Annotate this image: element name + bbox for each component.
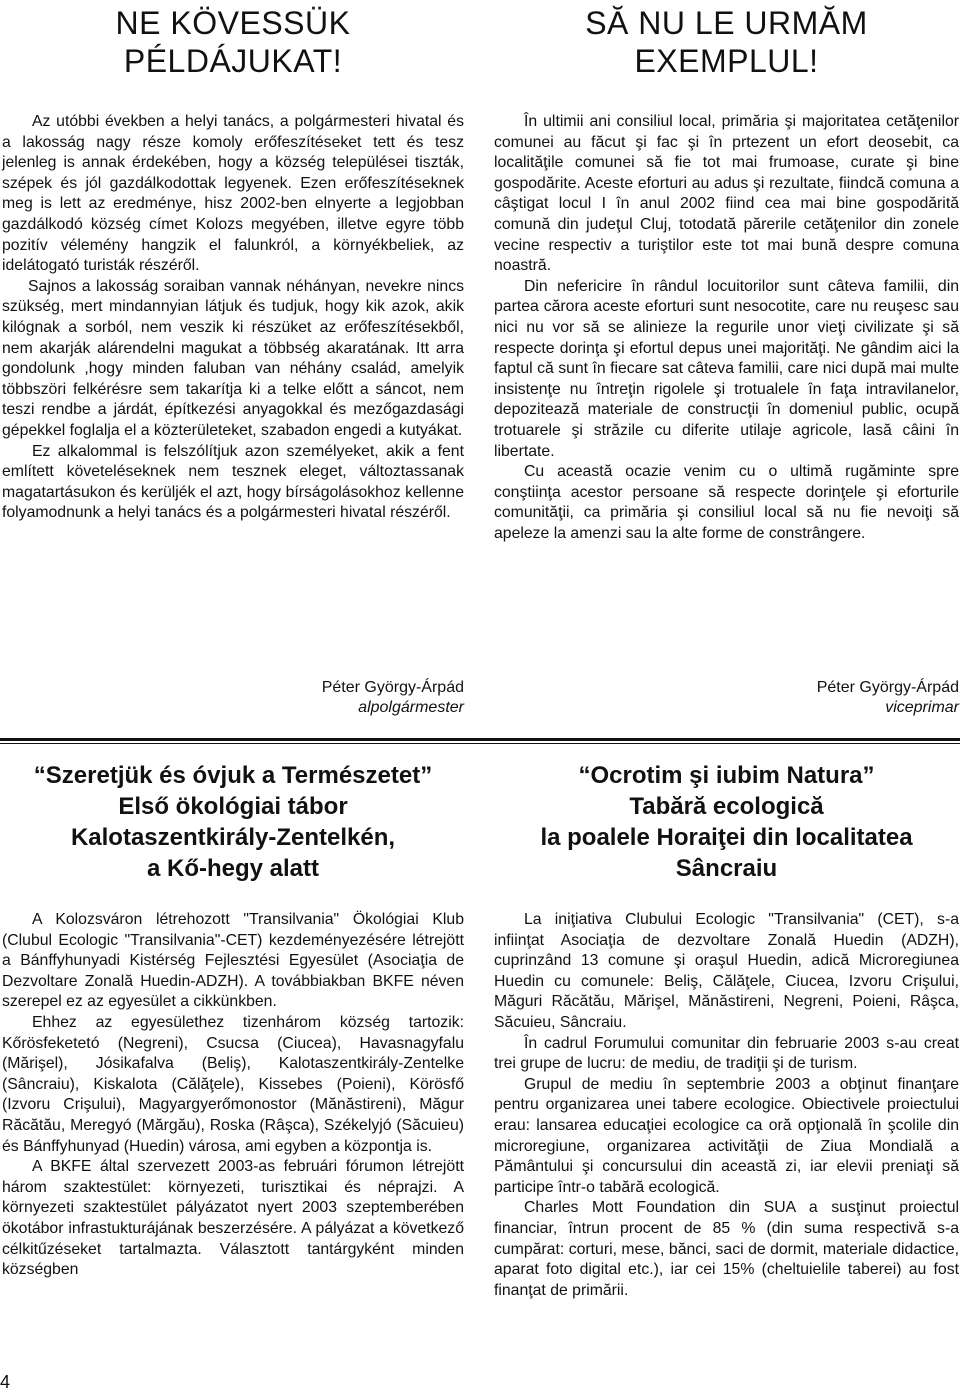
right-paragraph-2: Din nefericire în rândul locuitorilor sunt câteva familii, din partea cărora aceste eforturi sunt nesocotite, care nu reuşesc sau nici nu vor să se alinieze la regurile unor vieţi civilizate şi să respecte dorinţa şi efortul depus unei majorităţi. Ne gândim aici la faptul că sunt în fiecare sat câteva familii, care nici după mai multe insistenţe nu întreţin rigolele şi trotualele în faţa intravilanelor, depozitează materiale de construcţii în domeniul public, ocupă trotuarele şi străzile cu diferite utilaje agricole, lasă câini în libertate. <box>494 277 959 460</box>
signature-role: viceprimar <box>885 699 959 716</box>
left-paragraph-1: Az utóbbi években a helyi tanács, a polgármesteri hivatal és a lakosság nagy része komoly erőfeszítéseket tett és tesz jelenleg is annak érdekében, hogy a község települései tiszták, szépek és jól gazdálkodottak legyenek. Ezen erőfeszítéseknek meg is lett az eredménye, hisz 2002-ben elnyerte a legjobban gazdálkodó község címet Kolozs megyében, illetve egyre több pozitív vélemény hangzik el falunkról, a környékbeliek, az idelátogató turisták részéről. <box>2 113 464 275</box>
left-paragraph-2: Sajnos a lakosság soraiban vannak néhányan, nevekre nincs szükség, mert mindannyian látjuk és tudjuk, hogy kik azok, akik kilógnak a sorból, nem veszik ki részüket az erőfeszítésekből, nem akarják alárendelni magukat a többség akaratának. Itt arra gondolunk ,hogy minden faluban van néhány család, amelyik többszöri felkérésre sem takarítja ki a telke előtt a sáncot, nem teszi rendbe a járdát, építkezési anyagokkal és mezőgazdasági gépekkel foglalja el a közterületeket, szabadon engedi a kutyákat. <box>2 277 464 439</box>
right-article-body <box>494 112 959 544</box>
right-paragraph-1: În ultimii ani consiliul local, primăria şi majoritatea cetăţenilor comunei au făcut şi fac şi în prtezent un efort deosebit, ca localităţile comunei să fie tot mai frumoase, curate şi bine gospodărite. Aceste eforturi au adus şi rezultate, fiindcă comuna a câştigat locul I în anul 2002 fiind cea mai bine gospodărită comună din judeţul Cluj, totodată părerile cetăţenilor din zonele vecine respectiv a turiştilor este tot mai bună despre comuna noastră. <box>494 113 959 275</box>
signature-role: alpolgármester <box>358 699 464 716</box>
left-subtitle: “Szeretjük és óvjuk a Természetet” Első ökológiai tábor Kalotaszentkirály-Zentelkén, a Kő-hegy alatt <box>33 762 433 882</box>
right2-paragraph-2: În cadrul Forumului comunitar din februarie 2003 s-au creat trei grupe de lucru: de mediu, de tradiţii şi de turism. <box>494 1034 959 1073</box>
left2-paragraph-2: Ehhez az egyesülethez tizenhárom község tartozik: Kőrösfeketetó (Negreni), Csucsa (Ciucea), Havasnagyfalu (Mărişel), Jósikafalva (Beliş), Kalotaszentkirály-Zentelke (Sâncraiu), Kiskalota (Călăţele), Kissebes (Poieni), Körösfő (Izvoru Crişului), Magyargyerőmonostor (Mănăstireni), Măgur Răcătău, Meregyó (Mărgău), Roska (Râşca), Székelyjó (Săcuieu) és Bánffyhunyad (Huedin) városa, ami egyben a központja is. <box>2 1013 464 1155</box>
right-article2-body <box>494 910 959 1301</box>
left-article-body <box>2 112 464 524</box>
right-paragraph-3: Cu această ocazie venim cu o ultimă rugăminte spre conştiinţa acestor persoane să respecte dorinţele şi eforturile comunităţii, ca primăria şi consiliul local să nu fie nevoiţi să apeleze la amenzi sau la alte forme de constrângere. <box>494 463 959 542</box>
right-signature <box>494 678 959 718</box>
signature-name: Péter György-Árpád <box>321 679 464 696</box>
right2-paragraph-3: Grupul de mediu în septembrie 2003 a obţinut finanţare pentru organizarea unei tabere ecologice. Obiectivele proiectului erau: lansarea educaţiei ecologice ca oră opţională în şcolile din microregiune, organizarea activităţii de Ziua Mondială a Pământului şi concursului din această zi, iar elevii preniaţi să participe într-o tabără ecologică. <box>494 1075 959 1196</box>
page-number: 4 <box>0 1372 11 1392</box>
signature-name: Péter György-Árpád <box>816 679 959 696</box>
right2-paragraph-4: Charles Mott Foundation din SUA a susţinut proiectul financiar, întrun procent de 85 % (din suma respectivă s-a cumpărat: corturi, mese, bănci, saci de dormit, materiale didactice, aparat foto digital etc.), iar cei 15% (cheltuielile taberei) au fost finanţat de primării. <box>494 1199 959 1299</box>
left-paragraph-3: Ez alkalommal is felszólítjuk azon személyeket, akik a fent említett követeléseknek nem tesznek eleget, változtassanak magatartásukon és kerüljék el azt, hogy bírságolásokhoz kellenne folyamodnunk a helyi tanács és a polgármesteri hivatal részéről. <box>2 442 464 522</box>
left2-paragraph-1: A Kolozsváron létrehozott "Transilvania" Ökológiai Klub (Clubul Ecologic "Transilvania"-CET) kezdeményezésére létrejött a Bánffyhunyadi Kistérség Fejlesztési Egyesület (Asociaţia de Dezvoltare Zonală Huedin-ADZH). A továbbiakban BKFE néven szerepel ez az egyesület a cikkünkben. <box>2 911 464 1011</box>
right-article-title: SĂ NU LE URMĂM EXEMPLUL! <box>585 5 868 79</box>
left-article-title: NE KÖVESSÜK PÉLDÁJUKAT! <box>115 5 351 79</box>
right-subtitle: “Ocrotim şi iubim Natura” Tabără ecologică la poalele Horaiţei din localitatea Sâncraiu <box>540 762 913 882</box>
section-divider <box>0 738 960 744</box>
left-article2-body <box>2 910 464 1281</box>
left2-paragraph-3: A BKFE által szervezett 2003-as februári fórumon létrejött három szaktestület: környezeti, turisztikai és néprajzi. A környezeti szaktestület pályázatot nyert 2003 szeptemberében ökotábor infrastukturájának beszerzésére. A pályázat a következő célkitűzéseket tartalmazta. Választott tantárgyként minden községben <box>2 1158 464 1279</box>
right2-paragraph-1: La iniţiativa Clubului Ecologic "Transilvania" (CET), s-a infiinţat Asociaţia de dezvoltare Zonală Huedin (ADZH), cuprinzând 13 comune şi oraşul Huedin, adică Microregiunea Huedin cu comunele: Beliş, Călăţele, Ciucea, Izvoru Crişului, Măguri Răcătău, Mărişel, Mănăstireni, Negreni, Poieni, Râşca, Săcuieu, Sâncraiu. <box>494 911 959 1031</box>
left-signature <box>2 678 464 718</box>
